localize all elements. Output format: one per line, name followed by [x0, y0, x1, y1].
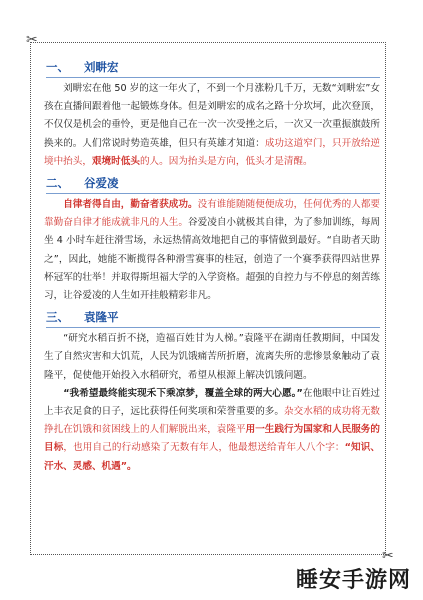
section-paragraph: [44, 330, 380, 385]
document-content: [44, 55, 380, 476]
highlight-bold-text: 艰境时低头: [91, 155, 140, 167]
highlight-text: 的人。因为抬头是方向，低头才是清醒。: [139, 155, 313, 167]
text-run: 谷爱凌自小就极其自律，为了参加训练，每周坐 4 小时车赶往滑雪场，永远热情高效地把自己的事情做到最好。“自助者天助之”，因此，她能不断揽得各种滑雪赛事的桂冠，创造了一个赛季获得四站世界杯冠军的壮举！并取得斯坦福大学的入学资格。超强的自控力与不停息的刻苦练习，让谷爱凌的人生如开挂般精彩非凡。: [44, 217, 381, 302]
section-heading: [46, 309, 380, 328]
text-run: “研究水稻百折不挠，造福百姓甘为人梯。”袁隆平在湖南任教期间，中国发生了自然灾害和大饥荒，人民为饥饿痛苦所折磨，流离失所的悲惨景象触动了袁隆平，促使他开始投入水稻研究，希望从根源上解决饥饿问题。: [44, 333, 380, 381]
highlight-text: ，也用自己的行动感染了无数有年人，他最想送给青年人八个字：: [63, 442, 345, 454]
text-run: 在他眼中让百姓过上丰衣足食的日子，远比获得任何奖项和荣誉重要的多。: [44, 387, 381, 418]
section-heading: [46, 59, 380, 78]
site-watermark: 睡安手游网: [295, 568, 411, 593]
section-title: 谷爱凌: [84, 176, 119, 191]
section-paragraph: [44, 196, 380, 305]
scissors-icon: ✂: [382, 548, 394, 564]
bold-quote: “我希望最终能实现禾下乘凉梦，覆盖全球的两大心愿。”: [63, 387, 303, 399]
section-paragraph: [44, 385, 380, 476]
text-run: 刘畊宏在他 50 岁的这一年火了，不到一个月涨粉几千万，无数“刘畊宏”女孩在直播间跟着他一起锻炼身体。但是刘畊宏的成名之路十分坎坷，此次登顶，不仅仅是机会的垂怜，更是他自己在一次一次受挫之后，一次又一次重振旗鼓所换来的。人们常说时势造英雄，但只有英雄才知道：: [44, 83, 380, 149]
section-paragraph: [44, 80, 380, 171]
scissors-icon: ✂: [26, 32, 38, 48]
section-heading: [46, 175, 380, 194]
highlight-bold-text: 自律者得自由，勤奋者获成功。: [63, 199, 198, 211]
section-title: 袁隆平: [84, 310, 119, 325]
highlight-text: 没有谁能随随便便成功，任何优秀的人都要靠勤奋自律才能成就非凡的人生。: [44, 199, 381, 229]
highlight-text: 成功这道窄门，只开放给逆境中抬头，: [44, 137, 381, 167]
section-title: 刘畊宏: [84, 60, 119, 74]
highlight-bold-text: 用一生践行为国家和人民服务的目标: [44, 424, 381, 454]
section-number: 三、: [46, 310, 69, 325]
highlight-bold-text: “知识、汗水、灵感、机遇”。: [44, 442, 381, 472]
section-number: 二、: [46, 176, 69, 191]
highlight-text: 杂交水稻的成功将无数挣扎在饥饿和贫困线上的人们解脱出来，袁隆平: [44, 406, 381, 436]
section-number: 一、: [46, 60, 69, 74]
